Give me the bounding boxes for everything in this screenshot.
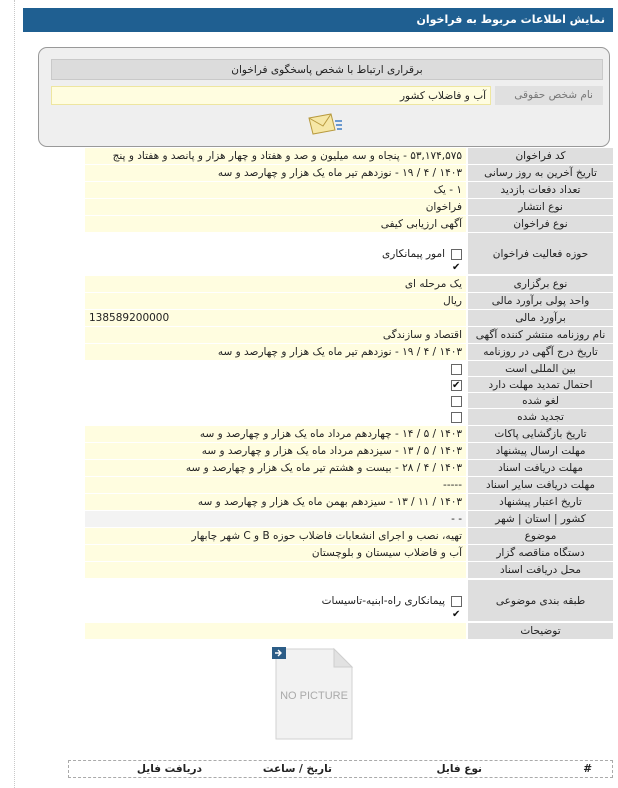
files-col-date: تاریخ / ساعت xyxy=(262,763,332,775)
field-value: ۱۴۰۳ / ۱۱ / ۱۳ - سیزدهم بهمن ماه یک هزار و چهارصد و سه xyxy=(85,494,466,511)
page-title: نمایش اطلاعات مربوط به فراخوان xyxy=(23,8,613,32)
field-label: واحد پولی برآورد مالی xyxy=(468,293,613,310)
field-value: ۵۳,۱۷۴,۵۷۵ - پنجاه و سه میلیون و صد و هفتاد و چهار هزار و پانصد و هفتاد و پنج xyxy=(85,148,466,165)
row-calltype xyxy=(85,216,613,233)
field-value: 138589200000 xyxy=(85,310,466,327)
row-category xyxy=(85,580,613,622)
field-value xyxy=(85,393,466,409)
field-value: ۱۴۰۳ / ۴ / ۲۸ - بیست و هشتم تیر ماه یک هزار و چهارصد و سه xyxy=(85,460,466,477)
row-publish xyxy=(85,199,613,216)
row-deadline xyxy=(85,165,613,182)
contact-label: نام شخص حقوقی xyxy=(495,86,603,105)
row-newspaper xyxy=(85,327,613,344)
field-value xyxy=(85,562,466,579)
row-adsdate xyxy=(85,344,613,361)
frame-border xyxy=(14,0,15,788)
row-org xyxy=(85,545,613,562)
field-value: ۱ - یک xyxy=(85,182,466,199)
renew-checkbox[interactable] xyxy=(451,412,462,423)
field-value: آگهی ارزیابی کیفی xyxy=(85,216,466,233)
field-value: یک مرحله ای xyxy=(85,276,466,293)
field-value xyxy=(85,377,466,393)
row-submit xyxy=(85,443,613,460)
row-place xyxy=(85,562,613,579)
row-notes xyxy=(85,623,613,640)
field-value: ۱۴۰۳ / ۵ / ۱۴ - چهاردهم مرداد ماه یک هزار و چهارصد و سه xyxy=(85,426,466,443)
field-label: موضوع xyxy=(468,528,613,545)
field-label: تجدید شده xyxy=(468,409,613,426)
field-value: آب و فاضلاب سیستان و بلوچستان xyxy=(85,545,466,562)
field-label: احتمال تمدید مهلت دارد xyxy=(468,377,613,393)
category-checkbox[interactable] xyxy=(451,596,462,607)
field-label: تاریخ بازگشایی پاکات xyxy=(468,426,613,443)
field-value: ۱۴۰۳ / ۵ / ۱۳ - سیزدهم مرداد ماه یک هزار و چهارصد و سه xyxy=(85,443,466,460)
field-label: نوع انتشار xyxy=(468,199,613,216)
row-intl xyxy=(85,361,613,377)
field-label: دستگاه مناقصه گزار xyxy=(468,545,613,562)
field-value xyxy=(85,580,466,622)
files-table-header xyxy=(68,760,613,778)
extend-checkbox[interactable] xyxy=(451,380,462,391)
row-validity xyxy=(85,494,613,511)
field-label: کشور | استان | شهر xyxy=(468,511,613,528)
field-label: محل دریافت اسناد xyxy=(468,562,613,579)
field-label: طبقه بندی موضوعی xyxy=(468,580,613,622)
row-currency xyxy=(85,293,613,310)
field-value: - - xyxy=(85,511,466,528)
field-label: تاریخ آخرین به روز رسانی xyxy=(468,165,613,182)
field-value: تهیه، نصب و اجرای انشعابات فاضلاب حوزه B و C شهر چابهار xyxy=(85,528,466,545)
row-subject xyxy=(85,528,613,545)
row-opening xyxy=(85,426,613,443)
row-visits xyxy=(85,182,613,199)
field-label: تعداد دفعات بازدید xyxy=(468,182,613,199)
row-docs xyxy=(85,460,613,477)
contact-panel xyxy=(38,47,610,147)
row-cancel xyxy=(85,393,613,409)
field-value: اقتصاد و سازندگی xyxy=(85,327,466,344)
no-picture-text: NO PICTURE xyxy=(280,690,348,702)
field-label: برآورد مالی xyxy=(468,310,613,327)
field-value xyxy=(85,233,466,275)
field-label: نوع برگزاری xyxy=(468,276,613,293)
field-label: حوزه فعالیت فراخوان xyxy=(468,233,613,275)
field-label: تاریخ اعتبار پیشنهاد xyxy=(468,494,613,511)
field-value: ریال xyxy=(85,293,466,310)
field-label: مهلت ارسال پیشنهاد xyxy=(468,443,613,460)
field-label: لغو شده xyxy=(468,393,613,409)
intl-checkbox[interactable] xyxy=(451,364,462,375)
cancel-checkbox[interactable] xyxy=(451,396,462,407)
contact-value: آب و فاضلاب کشور xyxy=(51,86,491,105)
files-col-number: # xyxy=(583,763,592,775)
field-label: تاریخ درج آگهی در روزنامه xyxy=(468,344,613,361)
field-label: مهلت دریافت سایر اسناد xyxy=(468,477,613,494)
row-estimate xyxy=(85,310,613,327)
row-activity xyxy=(85,233,613,275)
contact-header: برقراری ارتباط با شخص پاسخگوی فراخوان xyxy=(51,59,603,80)
category-text: پیمانکاری راه-ابنیه-تاسیسات xyxy=(321,595,445,607)
field-value xyxy=(85,409,466,426)
files-col-type: نوع فایل xyxy=(436,763,482,775)
no-picture-image xyxy=(268,645,354,741)
field-value: ۱۴۰۳ / ۴ / ۱۹ - نوزدهم تیر ماه یک هزار و چهارصد و سه xyxy=(85,344,466,361)
field-label: نام روزنامه منتشر کننده آگهی xyxy=(468,327,613,344)
field-value: فراخوان xyxy=(85,199,466,216)
row-extend xyxy=(85,377,613,393)
field-value xyxy=(85,361,466,377)
field-value: ۱۴۰۳ / ۴ / ۱۹ - نوزدهم تیر ماه یک هزار و چهارصد و سه xyxy=(85,165,466,182)
activity-text: امور پیمانکاری xyxy=(382,248,445,260)
field-value: ----- xyxy=(85,477,466,494)
field-value xyxy=(85,623,466,640)
field-label: نوع فراخوان xyxy=(468,216,613,233)
mail-icon[interactable] xyxy=(307,112,343,138)
row-holding xyxy=(85,276,613,293)
row-renew xyxy=(85,409,613,426)
activity-checkbox[interactable] xyxy=(451,249,462,260)
row-location xyxy=(85,511,613,528)
row-otherdocs xyxy=(85,477,613,494)
files-col-download: دریافت فایل xyxy=(136,763,202,775)
row-code xyxy=(85,148,613,165)
field-label: توضیحات xyxy=(468,623,613,640)
field-label: بین المللی است xyxy=(468,361,613,377)
field-label: مهلت دریافت اسناد xyxy=(468,460,613,477)
field-label: کد فراخوان xyxy=(468,148,613,165)
